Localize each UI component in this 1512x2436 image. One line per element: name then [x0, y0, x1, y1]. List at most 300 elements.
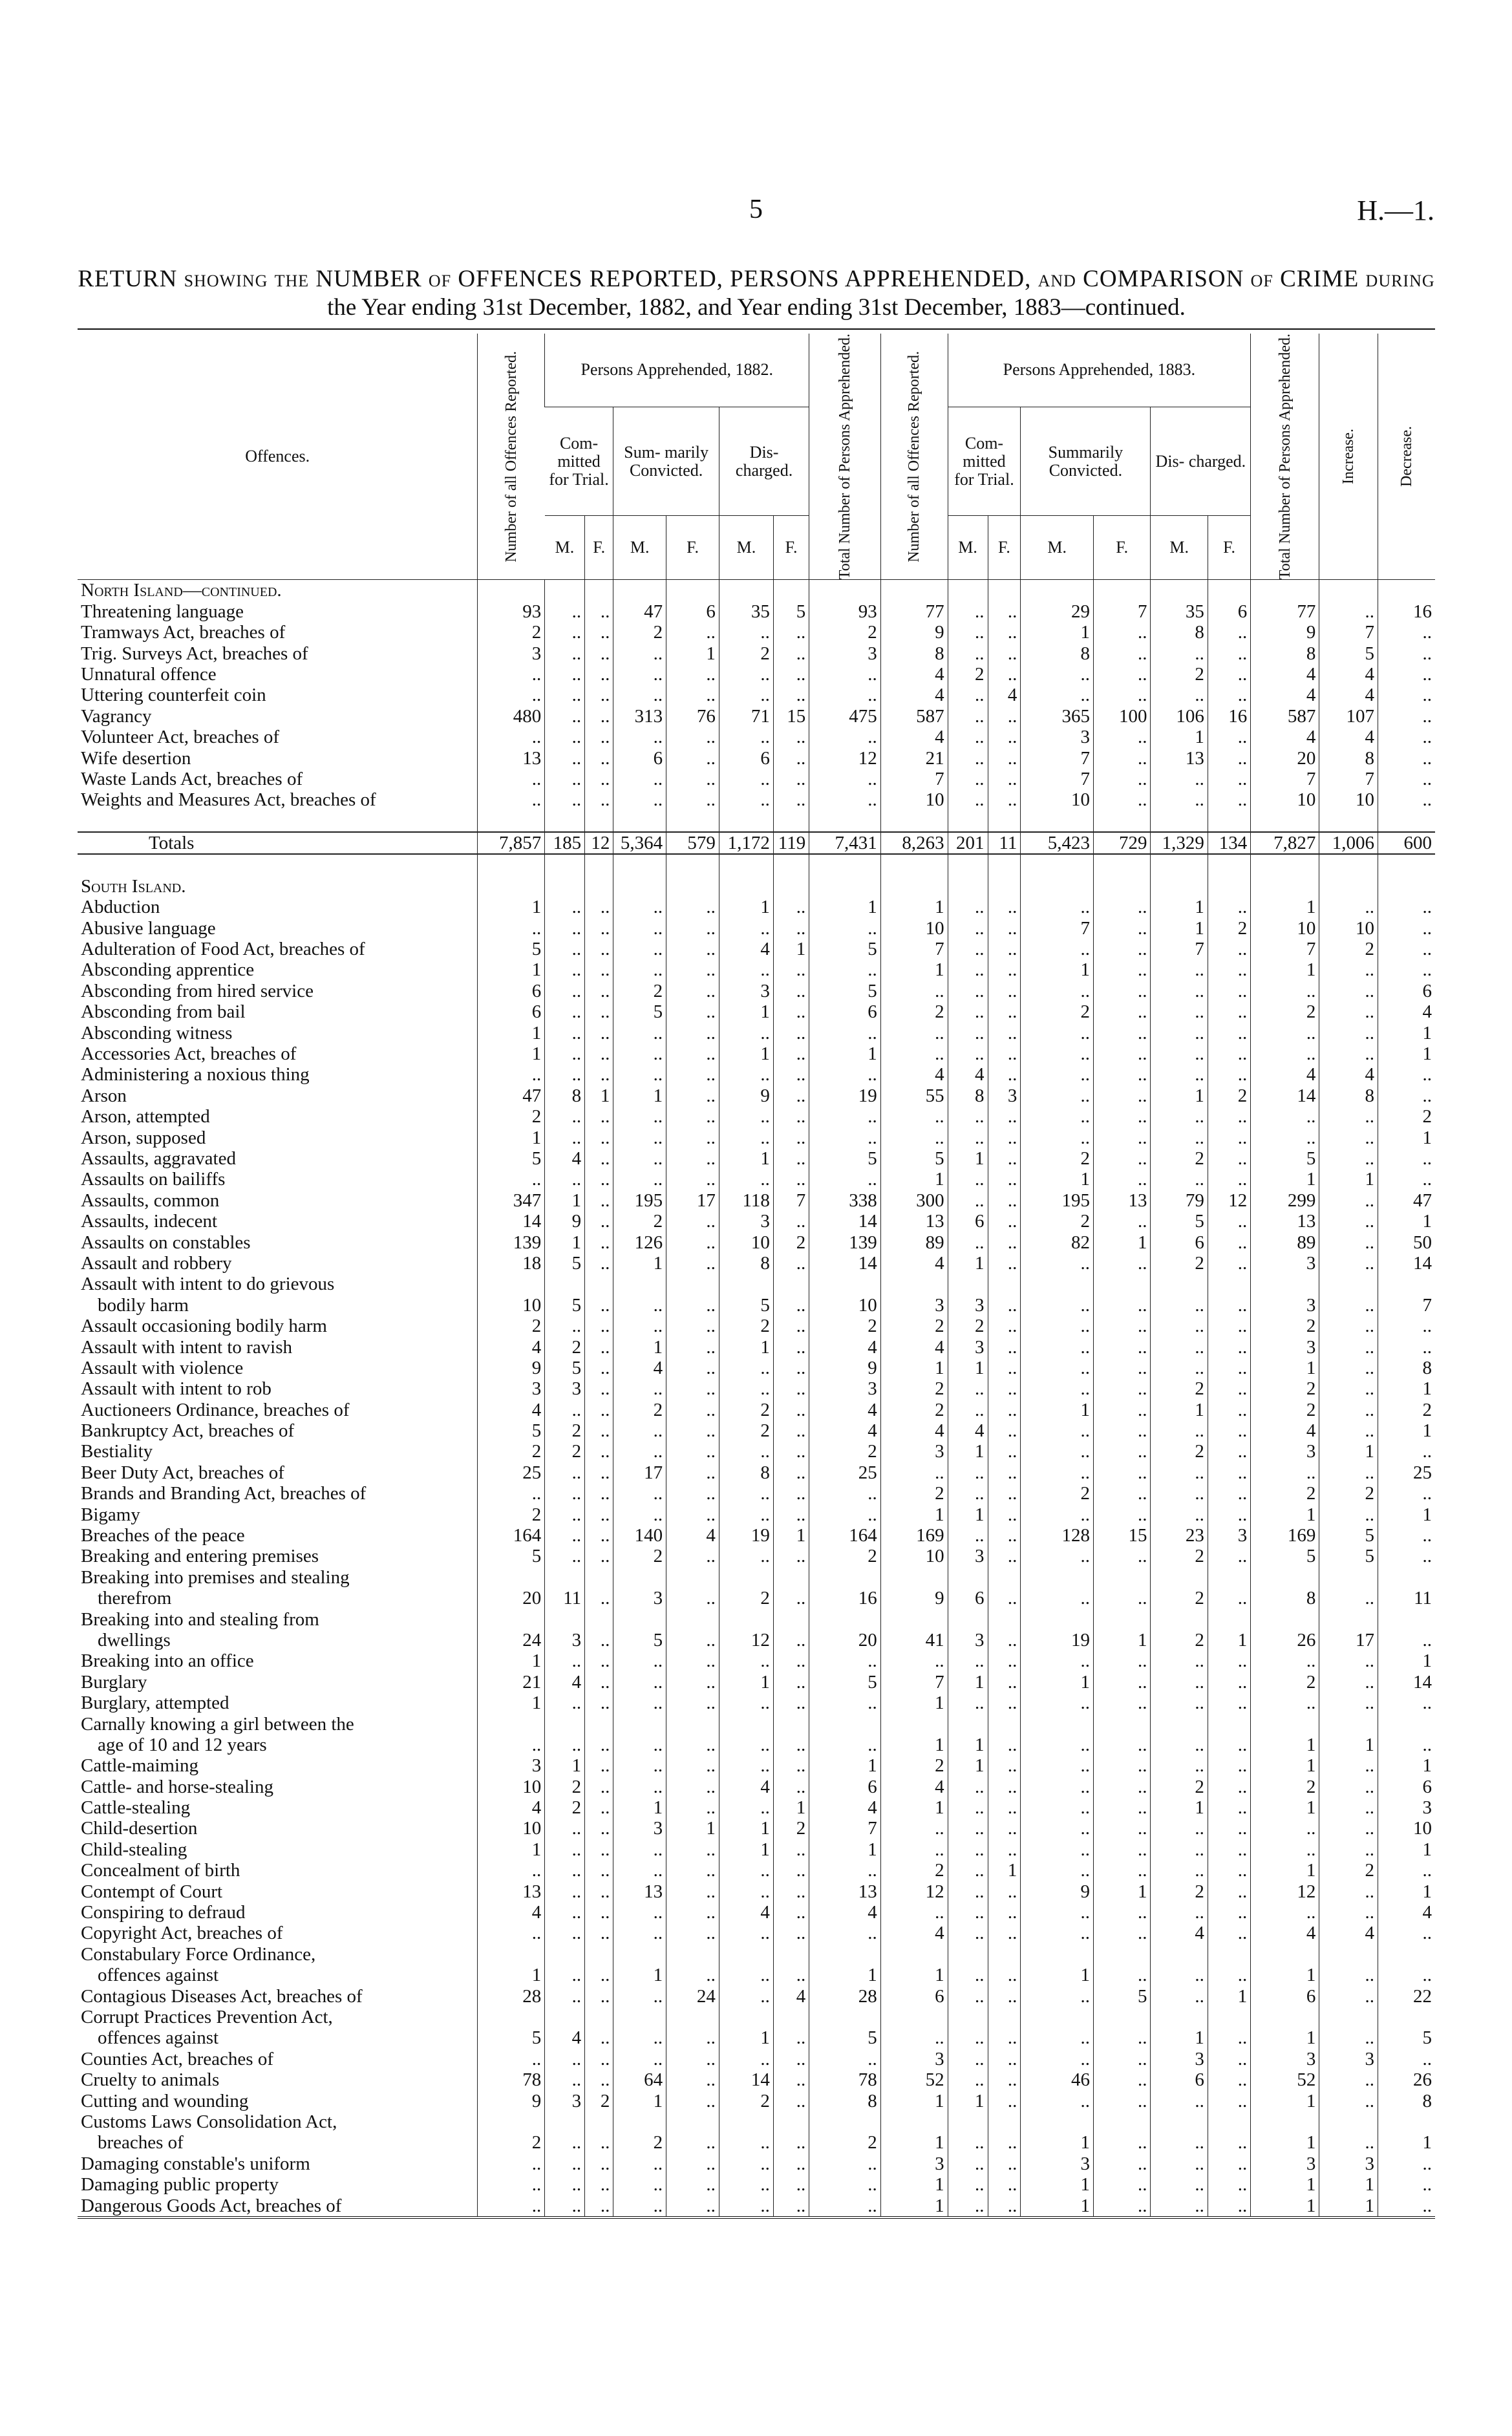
value-cell: 2	[1151, 1588, 1208, 1608]
value-cell: 3	[545, 2090, 585, 2111]
value-cell: ..	[988, 1546, 1021, 1566]
value-cell: 47	[1378, 1190, 1435, 1211]
offence-name	[78, 1399, 478, 1420]
value-cell: ..	[719, 1860, 773, 1881]
value-cell: ..	[773, 981, 809, 1001]
offence-name	[78, 1211, 478, 1232]
value-cell: ..	[1151, 959, 1208, 980]
table-row	[78, 1797, 1435, 1818]
value-cell: ..	[613, 1378, 666, 1399]
value-cell: ..	[545, 1127, 585, 1148]
offence-name	[78, 1608, 478, 1629]
table-row	[78, 1985, 1435, 2006]
value-cell: 1	[1208, 1630, 1250, 1651]
value-cell: ..	[809, 1504, 881, 1524]
value-cell: ..	[545, 959, 585, 980]
value-cell: 8	[1319, 1085, 1378, 1106]
value-cell	[478, 2007, 545, 2027]
value-cell: ..	[545, 2069, 585, 2090]
value-cell: ..	[666, 2090, 719, 2111]
value-cell: ..	[719, 959, 773, 980]
value-cell: ..	[1378, 1525, 1435, 1546]
value-cell: 3	[948, 1630, 988, 1651]
table-row	[78, 1462, 1435, 1483]
value-cell: ..	[809, 1483, 881, 1504]
value-cell: ..	[988, 1253, 1021, 1274]
value-cell: 1	[948, 1755, 988, 1776]
value-cell: ..	[1094, 1504, 1151, 1524]
value-cell: ..	[988, 918, 1021, 939]
value-cell	[948, 2007, 988, 2027]
value-cell: ..	[545, 789, 585, 810]
value-cell: ..	[585, 1462, 613, 1483]
offence-label: Contagious Diseases Act, breaches of	[81, 1985, 363, 2007]
value-cell: ..	[1021, 1441, 1094, 1462]
value-cell: ..	[880, 1462, 948, 1483]
value-cell: ..	[948, 706, 988, 727]
value-cell: ..	[666, 1127, 719, 1148]
value-cell: ..	[809, 1106, 881, 1127]
total-cell: 11	[988, 832, 1021, 854]
value-cell: 3	[719, 981, 773, 1001]
value-cell: ..	[666, 1630, 719, 1651]
value-cell: 1	[719, 1818, 773, 1839]
offence-name	[78, 747, 478, 768]
offence-label: Breaking into premises and stealing	[81, 1566, 350, 1588]
value-cell	[1208, 1274, 1250, 1294]
offence-label: dwellings	[98, 1629, 171, 1651]
value-cell: ..	[1208, 622, 1250, 643]
value-cell: ..	[545, 939, 585, 959]
value-cell	[666, 2007, 719, 2027]
value-cell: ..	[719, 2153, 773, 2174]
offence-label: Breaches of the peace	[81, 1525, 245, 1546]
value-cell: ..	[545, 706, 585, 727]
value-cell: 4	[988, 685, 1021, 705]
value-cell: 25	[478, 1462, 545, 1483]
value-cell: ..	[1151, 1818, 1208, 1839]
value-cell: ..	[1021, 1336, 1094, 1357]
value-cell: ..	[988, 981, 1021, 1001]
value-cell	[1208, 1944, 1250, 1965]
value-cell: ..	[585, 1630, 613, 1651]
value-cell: ..	[545, 769, 585, 789]
spacer-cell	[880, 811, 948, 832]
value-cell: ..	[988, 622, 1021, 643]
value-cell: ..	[719, 685, 773, 705]
value-cell: 1	[613, 1797, 666, 1818]
value-cell: 2	[809, 2132, 881, 2153]
table-row	[78, 897, 1435, 917]
value-cell: ..	[719, 1735, 773, 1755]
value-cell: 5	[478, 1546, 545, 1566]
value-cell	[666, 2111, 719, 2132]
offence-name	[78, 1965, 478, 1985]
spacer-cell	[809, 854, 881, 875]
offence-name	[78, 2090, 478, 2111]
value-cell: 1	[1378, 2132, 1435, 2153]
title-line-1: RETURN showing the NUMBER of OFFENCES REPORTED, PERSONS APPREHENDED, and COMPARISON of CRIME during	[78, 266, 1435, 292]
value-cell	[1251, 1944, 1319, 1965]
spacer-cell	[478, 811, 545, 832]
value-cell: ..	[1251, 1651, 1319, 1671]
value-cell: 64	[613, 2069, 666, 2090]
value-cell: ..	[988, 1336, 1021, 1357]
empty-cell	[666, 876, 719, 897]
value-cell: 14	[809, 1211, 881, 1232]
value-cell: ..	[666, 1902, 719, 1923]
value-cell: ..	[988, 2132, 1021, 2153]
empty-cell	[948, 876, 988, 897]
value-cell: 28	[478, 1985, 545, 2006]
value-cell: ..	[1319, 1211, 1378, 1232]
offence-label: Dangerous Goods Act, breaches of	[81, 2195, 342, 2216]
totals-label: Totals	[78, 832, 478, 854]
value-cell: ..	[585, 1148, 613, 1169]
value-cell: ..	[773, 1462, 809, 1483]
offence-name	[78, 1336, 478, 1357]
value-cell: 5	[1319, 1546, 1378, 1566]
value-cell	[1319, 1567, 1378, 1588]
value-cell: ..	[948, 981, 988, 1001]
table-row	[78, 1735, 1435, 1755]
value-cell: ..	[1208, 1902, 1250, 1923]
offence-name	[78, 1944, 478, 1965]
value-cell: 2	[545, 1777, 585, 1797]
value-cell: ..	[1094, 1399, 1151, 1420]
value-cell: ..	[1151, 1420, 1208, 1441]
value-cell: 3	[1021, 727, 1094, 747]
table-row	[78, 1148, 1435, 1169]
value-cell: ..	[773, 1777, 809, 1797]
value-cell: ..	[585, 1504, 613, 1524]
value-cell: ..	[1208, 1336, 1250, 1357]
value-cell: 1	[666, 1818, 719, 1839]
value-cell: 3	[1319, 2153, 1378, 2174]
offence-name	[78, 1462, 478, 1483]
value-cell: 1	[1094, 1232, 1151, 1252]
value-cell: ..	[1319, 1295, 1378, 1316]
value-cell: 3	[545, 1630, 585, 1651]
value-cell: ..	[1094, 1148, 1151, 1169]
total-cell: 201	[948, 832, 988, 854]
value-cell: 6	[1151, 2069, 1208, 2090]
value-cell: 1	[948, 1672, 988, 1693]
value-cell: 1	[773, 1797, 809, 1818]
value-cell: 5	[719, 1295, 773, 1316]
offence-name	[78, 1546, 478, 1566]
value-cell: ..	[948, 1106, 988, 1127]
value-cell: ..	[1319, 1378, 1378, 1399]
offence-label: Cattle-stealing	[81, 1797, 191, 1819]
value-cell: 3	[478, 1755, 545, 1776]
value-cell: ..	[719, 2195, 773, 2216]
value-cell: ..	[585, 664, 613, 685]
value-cell: ..	[545, 2195, 585, 2216]
value-cell: ..	[1021, 1588, 1094, 1608]
value-cell: 4	[1319, 727, 1378, 747]
value-cell: ..	[719, 1546, 773, 1566]
empty-cell	[1151, 876, 1208, 897]
offence-name	[78, 1127, 478, 1148]
value-cell: ..	[1378, 769, 1435, 789]
offence-label: Arson, attempted	[81, 1106, 210, 1127]
value-cell: ..	[988, 1672, 1021, 1693]
value-cell: ..	[809, 1735, 881, 1755]
value-cell: 2	[613, 2132, 666, 2153]
value-cell	[545, 2007, 585, 2027]
value-cell: 2	[880, 1316, 948, 1336]
value-cell: ..	[773, 1735, 809, 1755]
value-cell	[1151, 1944, 1208, 1965]
value-cell: 3	[948, 1546, 988, 1566]
value-cell: ..	[666, 981, 719, 1001]
value-cell: ..	[773, 1127, 809, 1148]
value-cell: 1	[948, 1441, 988, 1462]
value-cell	[1151, 2111, 1208, 2132]
value-cell: ..	[666, 1965, 719, 1985]
value-cell: ..	[585, 643, 613, 663]
value-cell: 3	[1251, 1336, 1319, 1357]
value-cell: ..	[988, 747, 1021, 768]
empty-cell	[1094, 580, 1151, 601]
value-cell	[1151, 1567, 1208, 1588]
value-cell: 1	[719, 2027, 773, 2048]
value-cell: ..	[585, 981, 613, 1001]
value-cell: ..	[988, 897, 1021, 917]
value-cell: ..	[1021, 939, 1094, 959]
value-cell: ..	[1208, 789, 1250, 810]
value-cell: 169	[880, 1525, 948, 1546]
value-cell: 4	[809, 1902, 881, 1923]
offence-label: Assaults on bailiffs	[81, 1169, 226, 1190]
value-cell: ..	[719, 664, 773, 685]
value-cell: ..	[1021, 2027, 1094, 2048]
value-cell: ..	[719, 1965, 773, 1985]
value-cell	[988, 1608, 1021, 1629]
value-cell: 19	[809, 1085, 881, 1106]
value-cell: ..	[1208, 769, 1250, 789]
value-cell: ..	[1094, 643, 1151, 663]
value-cell: 2	[478, 1441, 545, 1462]
value-cell: ..	[545, 664, 585, 685]
value-cell: ..	[613, 1316, 666, 1336]
value-cell: 4	[719, 1777, 773, 1797]
value-cell: ..	[545, 747, 585, 768]
spacer-cell	[1319, 811, 1378, 832]
value-cell: 2	[719, 1399, 773, 1420]
value-cell: ..	[1208, 2027, 1250, 2048]
offence-label: Assaults, aggravated	[81, 1148, 236, 1169]
value-cell: ..	[1151, 1839, 1208, 1860]
value-cell: ..	[585, 1420, 613, 1441]
value-cell: ..	[1094, 1902, 1151, 1923]
value-cell: 19	[719, 1525, 773, 1546]
value-cell: ..	[545, 1818, 585, 1839]
value-cell	[948, 1713, 988, 1734]
value-cell: ..	[1094, 2174, 1151, 2195]
value-cell: ..	[1021, 1546, 1094, 1566]
value-cell: 1	[719, 1839, 773, 1860]
value-cell	[1094, 1713, 1151, 1734]
value-cell: ..	[545, 1504, 585, 1524]
value-cell: 2	[1151, 1253, 1208, 1274]
empty-cell	[545, 580, 585, 601]
value-cell: ..	[613, 1693, 666, 1713]
value-cell: 1	[948, 1253, 988, 1274]
value-cell: 1	[880, 2132, 948, 2153]
value-cell	[719, 1274, 773, 1294]
value-cell: ..	[988, 1106, 1021, 1127]
value-cell: 7	[1319, 769, 1378, 789]
value-cell: ..	[1021, 1923, 1094, 1943]
value-cell: ..	[809, 1022, 881, 1043]
value-cell: ..	[585, 1777, 613, 1797]
value-cell: 4	[478, 1399, 545, 1420]
offence-label: bodily harm	[98, 1294, 189, 1316]
value-cell: 2	[1251, 1672, 1319, 1693]
apprehended-1882-header: Persons Apprehended, 1882.	[545, 334, 809, 407]
value-cell: ..	[1208, 747, 1250, 768]
value-cell: 14	[809, 1253, 881, 1274]
offence-name	[78, 643, 478, 663]
value-cell: 1	[948, 1148, 988, 1169]
value-cell: ..	[585, 1127, 613, 1148]
value-cell: 1	[1378, 1881, 1435, 1901]
value-cell: 4	[773, 1985, 809, 2006]
value-cell: 1	[1251, 897, 1319, 917]
value-cell: 3	[880, 1441, 948, 1462]
value-cell: ..	[1151, 2195, 1208, 2216]
value-cell: ..	[809, 1923, 881, 1943]
value-cell: 1	[1251, 2090, 1319, 2111]
table-row	[78, 1713, 1435, 1734]
value-cell: ..	[719, 1755, 773, 1776]
table-row	[78, 789, 1435, 810]
value-cell: ..	[948, 789, 988, 810]
value-cell	[719, 2007, 773, 2027]
value-cell: ..	[988, 1651, 1021, 1671]
value-cell: ..	[585, 1001, 613, 1022]
value-cell: 7	[1378, 1295, 1435, 1316]
value-cell	[988, 1567, 1021, 1588]
value-cell: 1	[880, 2174, 948, 2195]
offence-name	[78, 2132, 478, 2153]
value-cell: ..	[613, 1483, 666, 1504]
value-cell: 17	[666, 1190, 719, 1211]
value-cell: ..	[1021, 2049, 1094, 2069]
value-cell: ..	[666, 1693, 719, 1713]
value-cell: ..	[1208, 664, 1250, 685]
crime-return-table	[78, 334, 1435, 2216]
value-cell: ..	[1094, 1672, 1151, 1693]
table-row	[78, 1944, 1435, 1965]
offence-label: Cruelty to animals	[81, 2069, 220, 2091]
value-cell: ..	[988, 1420, 1021, 1441]
value-cell: 4	[809, 1336, 881, 1357]
value-cell: ..	[773, 789, 809, 810]
value-cell: ..	[666, 1148, 719, 1169]
value-cell: ..	[545, 2132, 585, 2153]
offence-name	[78, 1713, 478, 1734]
table-row	[78, 2090, 1435, 2111]
offence-name	[78, 1169, 478, 1190]
offence-name	[78, 981, 478, 1001]
value-cell: ..	[773, 1860, 809, 1881]
value-cell: ..	[478, 1169, 545, 1190]
value-cell: ..	[1094, 2132, 1151, 2153]
value-cell: ..	[773, 1588, 809, 1608]
value-cell: ..	[1208, 959, 1250, 980]
value-cell: ..	[1021, 1777, 1094, 1797]
value-cell: ..	[1208, 1923, 1250, 1943]
value-cell: ..	[585, 918, 613, 939]
value-cell: ..	[988, 1043, 1021, 1064]
value-cell: ..	[1151, 1985, 1208, 2006]
value-cell: 2	[1151, 1881, 1208, 1901]
value-cell: ..	[545, 1064, 585, 1085]
value-cell: 2	[1151, 1441, 1208, 1462]
value-cell: 7	[1021, 918, 1094, 939]
offence-label: Threatening language	[81, 601, 244, 622]
value-cell: ..	[948, 1923, 988, 1943]
value-cell: 1	[1151, 897, 1208, 917]
offence-name	[78, 1672, 478, 1693]
value-cell: ..	[880, 1902, 948, 1923]
value-cell: 3	[988, 1085, 1021, 1106]
offence-label: Bestiality	[81, 1441, 153, 1462]
value-cell: ..	[613, 1295, 666, 1316]
value-cell: ..	[988, 1211, 1021, 1232]
value-cell: 5	[809, 981, 881, 1001]
offence-name	[78, 2007, 478, 2027]
value-cell: 1	[1021, 2195, 1094, 2216]
value-cell: ..	[1094, 1127, 1151, 1148]
value-cell: ..	[666, 1651, 719, 1671]
offence-label: Burglary	[81, 1671, 147, 1693]
value-cell: 13	[1094, 1190, 1151, 1211]
value-cell: 2	[1251, 1316, 1319, 1336]
value-cell: 4	[613, 1358, 666, 1378]
value-cell: ..	[948, 2069, 988, 2090]
value-cell: ..	[1021, 1064, 1094, 1085]
table-row	[78, 2111, 1435, 2132]
value-cell: ..	[666, 727, 719, 747]
value-cell: ..	[988, 1316, 1021, 1336]
value-cell: 13	[478, 747, 545, 768]
offence-label: Child-desertion	[81, 1818, 198, 1839]
return-title	[78, 265, 1435, 322]
value-cell: 1	[1094, 1881, 1151, 1901]
value-cell	[988, 1274, 1021, 1294]
offence-name	[78, 1923, 478, 1943]
spacer-cell	[880, 854, 948, 875]
document-code: H.—1.	[1357, 195, 1434, 226]
spacer-cell	[78, 854, 478, 875]
value-cell: ..	[1378, 706, 1435, 727]
value-cell: 6	[1378, 1777, 1435, 1797]
value-cell: 8	[719, 1462, 773, 1483]
value-cell: ..	[545, 2153, 585, 2174]
value-cell: 1	[1378, 1378, 1435, 1399]
value-cell: 1	[1208, 1985, 1250, 2006]
f-header: F.	[773, 516, 809, 580]
value-cell: ..	[613, 769, 666, 789]
value-cell: ..	[1319, 2027, 1378, 2048]
value-cell	[1251, 1274, 1319, 1294]
value-cell: 2	[1319, 1860, 1378, 1881]
value-cell: ..	[1319, 1881, 1378, 1901]
